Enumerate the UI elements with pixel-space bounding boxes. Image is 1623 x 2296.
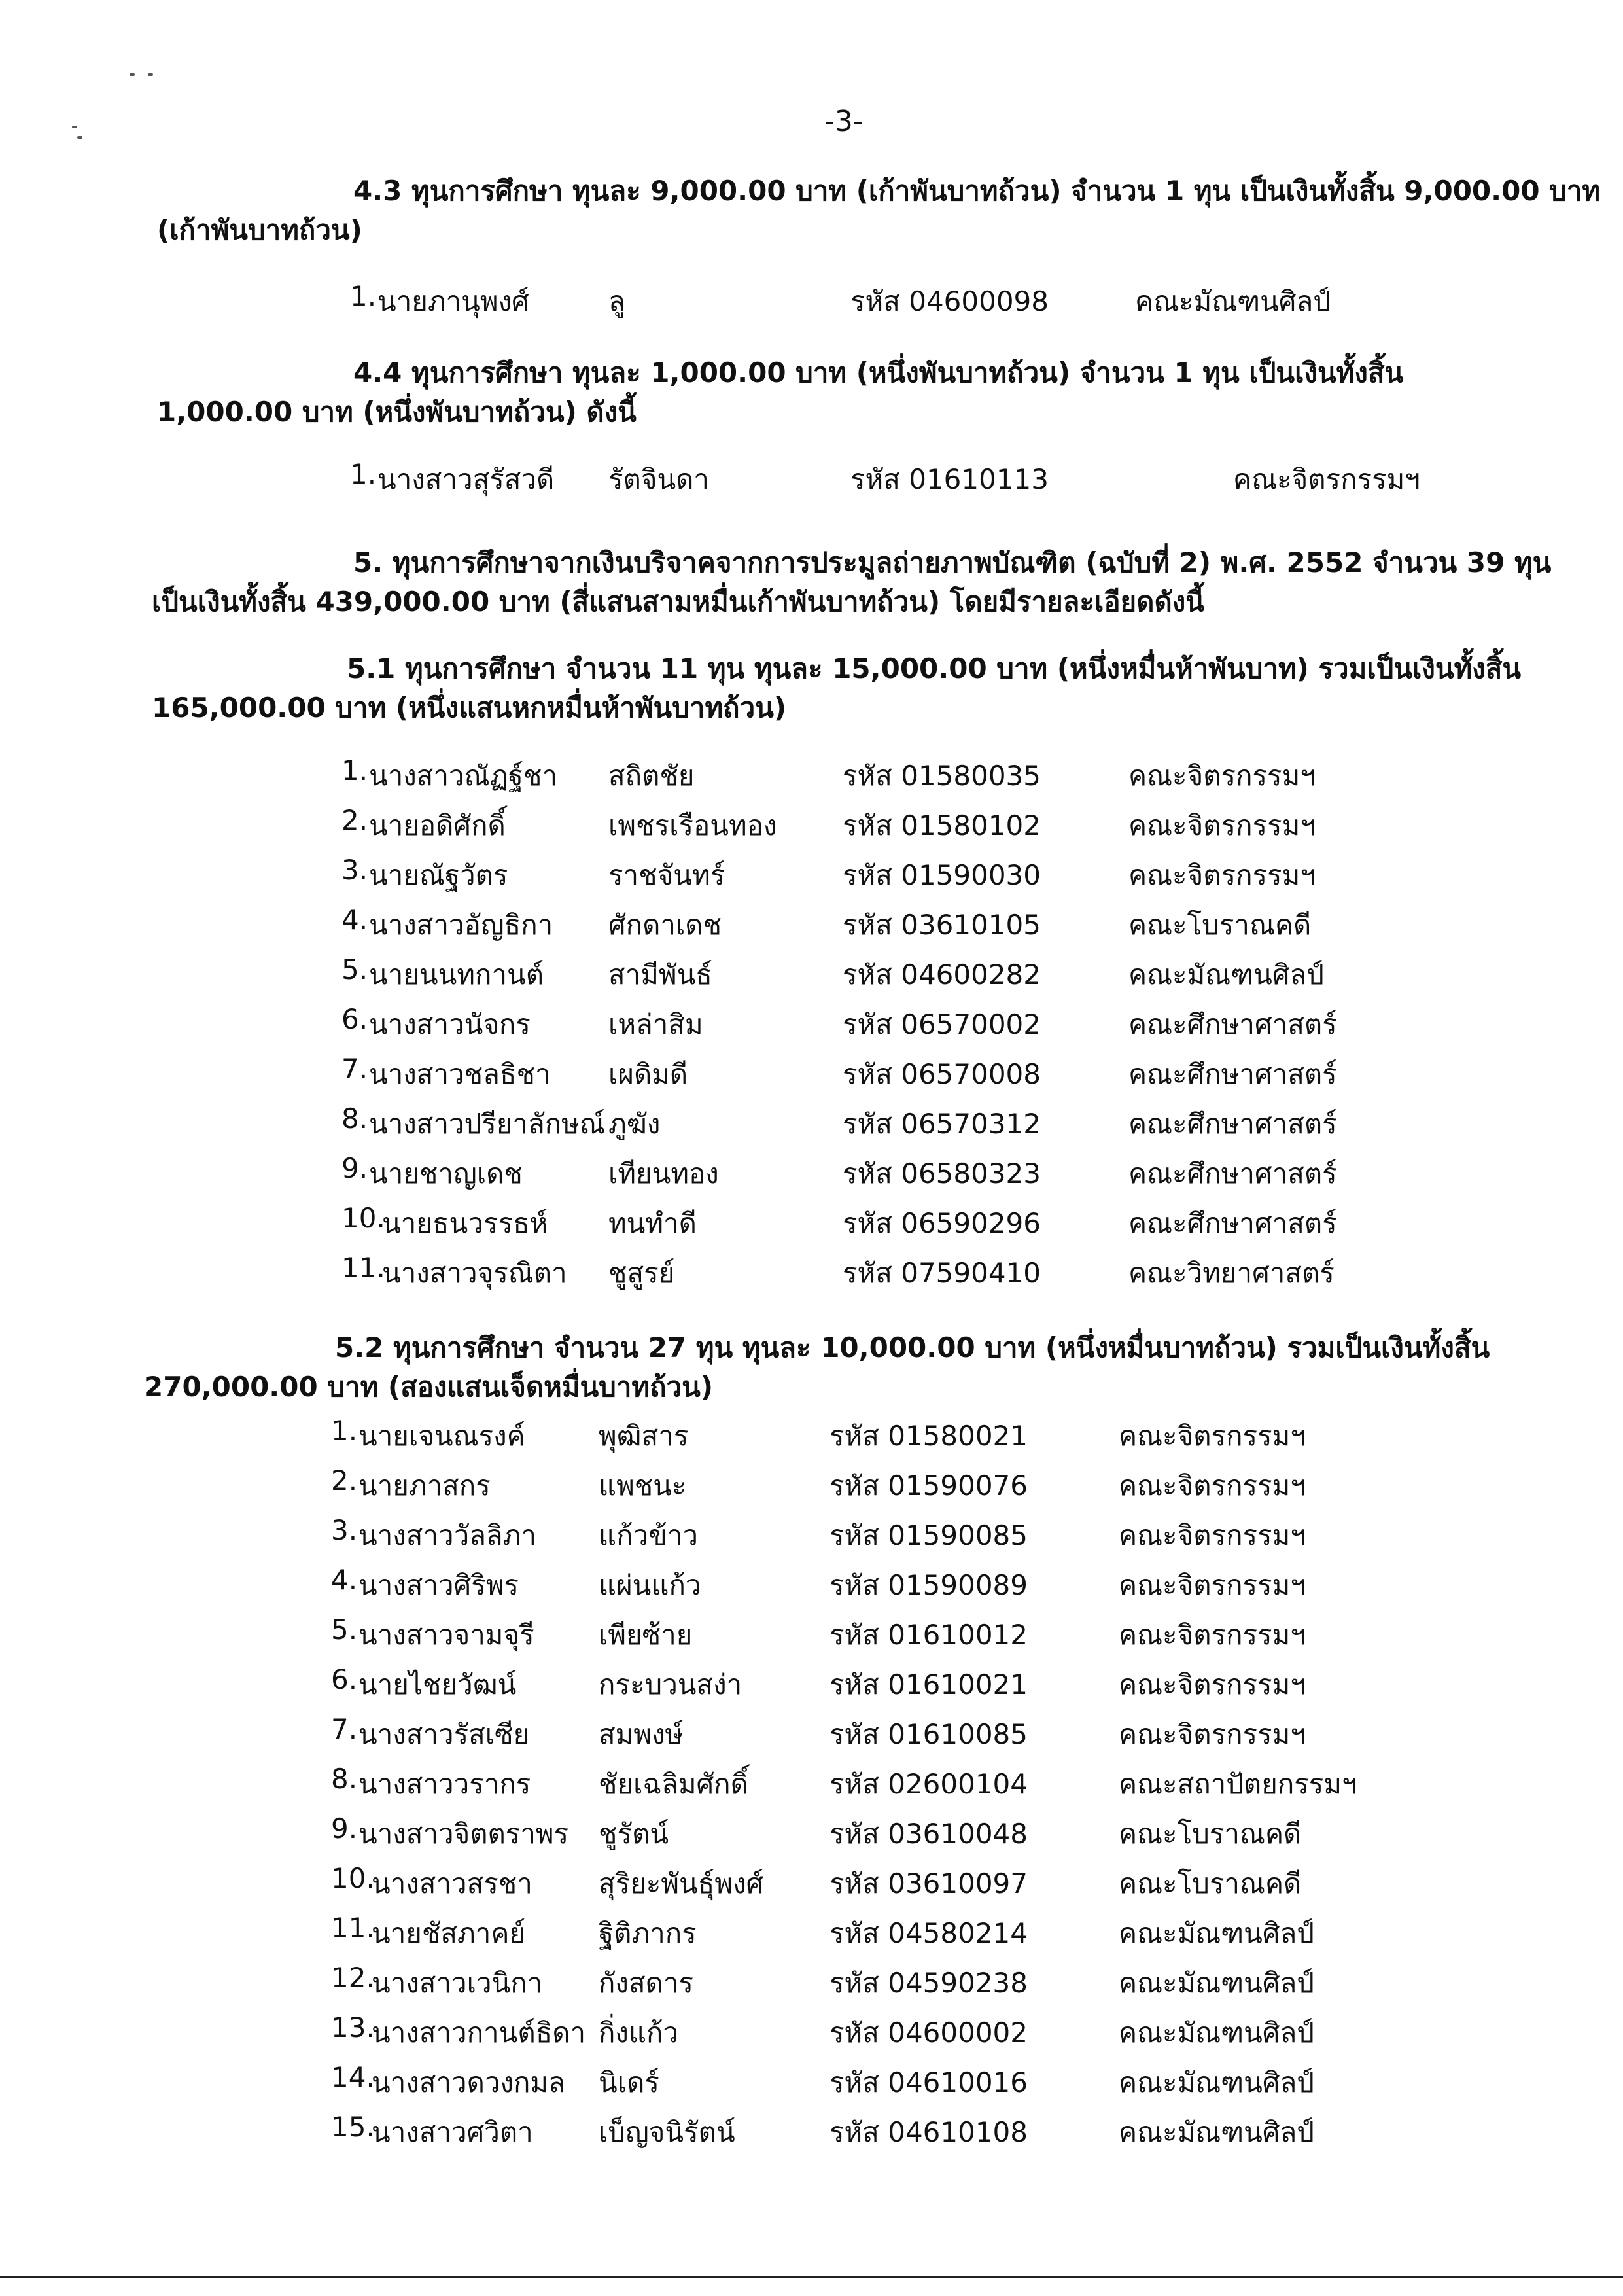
recipient-name: นางสาวสุรัสวดี: [377, 463, 555, 495]
recipient-surname: รัตจินดา: [608, 463, 710, 495]
list-item: [0, 1003, 1623, 1053]
list-item: [0, 1614, 1623, 1663]
list-item: [0, 854, 1623, 904]
recipient-name: นายเจนณรงค์: [358, 1420, 525, 1452]
recipient-code: รหัส 06570312: [843, 1108, 1041, 1140]
section-4-3-line2: (เก้าพันบาทถ้วน): [157, 214, 362, 246]
list-item: [0, 458, 1623, 508]
recipient-code: รหัส 06570008: [843, 1058, 1041, 1090]
recipient-faculty: คณะมัณฑนศิลป์: [1135, 285, 1331, 317]
list-item: [0, 1514, 1623, 1564]
page-bottom-rule: [0, 2276, 1623, 2278]
recipient-name: นางสาวกานต์ธิดา: [372, 2017, 586, 2049]
recipient-faculty: คณะจิตรกรรมฯ: [1119, 1718, 1306, 1750]
recipient-name: นางสาวศิริพร: [358, 1569, 519, 1601]
recipient-name: นายธนวรรธห์: [382, 1207, 548, 1239]
list-item: [0, 1763, 1623, 1812]
recipient-number: 3.: [331, 1514, 358, 1546]
recipient-surname: สุริยะพันธุ์พงศ์: [599, 1867, 764, 1899]
section-5-line2: เป็นเงินทั้งสิ้น 439,000.00 บาท (สี่แสนสามหมื่นเก้าพันบาทถ้วน) โดยมีรายละเอียดดังนี้: [152, 586, 1204, 618]
recipient-surname: แก้วข้าว: [599, 1519, 698, 1551]
recipient-code: รหัส 06580323: [843, 1157, 1041, 1190]
recipient-name: นางสาวนัจกร: [369, 1008, 531, 1040]
recipient-code: รหัส 07590410: [843, 1257, 1041, 1289]
recipient-code: รหัส 01580021: [829, 1420, 1028, 1452]
recipient-number: 5.: [341, 953, 368, 985]
recipient-number: 1.: [350, 458, 377, 490]
list-item: [0, 1713, 1623, 1763]
recipient-surname: สมพงษ์: [599, 1718, 684, 1750]
recipient-code: รหัส 03610105: [843, 909, 1041, 941]
recipient-name: นางสาววรากร: [358, 1768, 531, 1800]
recipient-faculty: คณะศึกษาศาสตร์: [1128, 1058, 1337, 1090]
recipient-code: รหัส 03610048: [829, 1818, 1028, 1850]
recipient-faculty: คณะจิตรกรรมฯ: [1233, 463, 1420, 495]
list-item: [0, 1415, 1623, 1464]
recipient-surname: ทนทำดี: [608, 1207, 697, 1239]
list-item: [0, 1053, 1623, 1103]
recipient-code: รหัส 04600002: [829, 2017, 1028, 2049]
recipient-surname: ราชจันทร์: [608, 859, 725, 891]
list-item: [0, 1663, 1623, 1713]
recipient-name: นายชาญเดช: [369, 1157, 523, 1190]
recipient-code: รหัส 01590089: [829, 1569, 1028, 1601]
recipient-number: 10.: [341, 1202, 385, 1234]
section-5-2-line1: 5.2 ทุนการศึกษา จำนวน 27 ทุน ทุนละ 10,000.00 บาท (หนึ่งหมื่นบาทถ้วน) รวมเป็นเงินทั้งสิ้น: [335, 1332, 1490, 1364]
list-item: [0, 804, 1623, 854]
recipient-surname: เพียซ้าย: [599, 1619, 693, 1651]
recipient-faculty: คณะจิตรกรรมฯ: [1119, 1669, 1306, 1701]
recipient-code: รหัส 01580035: [843, 760, 1041, 792]
recipient-name: นางสาวณัฏฐ์ชา: [369, 760, 558, 792]
recipient-name: นางสาวจิตตราพร: [358, 1818, 569, 1850]
recipient-number: 1.: [331, 1415, 358, 1447]
recipient-name: นางสาวปรียาลักษณ์: [369, 1108, 605, 1140]
recipient-faculty: คณะจิตรกรรมฯ: [1119, 1470, 1306, 1502]
recipient-name: นายณัฐวัตร: [369, 859, 508, 891]
recipient-code: รหัส 01590030: [843, 859, 1041, 891]
recipient-number: 10.: [331, 1862, 375, 1894]
recipient-surname: ภูฆัง: [608, 1108, 661, 1140]
recipient-surname: สามีพันธ์: [608, 959, 712, 991]
recipient-code: รหัส 04600282: [843, 959, 1041, 991]
recipient-faculty: คณะโบราณคดี: [1119, 1867, 1302, 1899]
list-item: [0, 904, 1623, 953]
recipient-name: นายชัสภาคย์: [372, 1917, 526, 1949]
recipient-surname: เผดิมดี: [608, 1058, 688, 1090]
recipient-code: รหัส 04610108: [829, 2116, 1028, 2148]
list-item: [0, 1464, 1623, 1514]
recipient-faculty: คณะมัณฑนศิลป์: [1119, 1967, 1314, 1999]
recipient-name: นางสาวชลธิชา: [369, 1058, 551, 1090]
list-item: [0, 1564, 1623, 1614]
recipient-name: นางสาวรัสเซีย: [358, 1718, 530, 1750]
recipient-code: รหัส 02600104: [829, 1768, 1028, 1800]
recipient-surname: ชัยเฉลิมศักดิ์: [599, 1768, 748, 1800]
recipient-surname: พุฒิสาร: [599, 1420, 689, 1452]
recipient-faculty: คณะศึกษาศาสตร์: [1128, 1157, 1337, 1190]
recipient-number: 11.: [341, 1252, 385, 1284]
recipient-name: นายอดิศักดิ์: [369, 809, 506, 841]
recipient-name: นางสาวอัญธิกา: [369, 909, 553, 941]
section-5-2-line2: 270,000.00 บาท (สองแสนเจ็ดหมื่นบาทถ้วน): [144, 1371, 714, 1403]
recipient-name: นางสาวศวิตา: [372, 2116, 533, 2148]
recipient-faculty: คณะจิตรกรรมฯ: [1128, 859, 1316, 891]
list-item: [0, 280, 1623, 330]
list-item: [0, 2061, 1623, 2111]
recipient-surname: ชูรัตน์: [599, 1818, 669, 1850]
recipient-number: 4.: [341, 904, 368, 936]
recipient-surname: กระบวนสง่า: [599, 1669, 742, 1701]
recipient-code: รหัส 04590238: [829, 1967, 1028, 1999]
recipient-name: นายภาสกร: [358, 1470, 491, 1502]
recipient-name: นายภานุพงศ์: [377, 285, 529, 317]
list-item: [0, 1862, 1623, 1912]
recipient-number: 7.: [341, 1053, 368, 1085]
recipient-faculty: คณะโบราณคดี: [1128, 909, 1312, 941]
list-item: [0, 1103, 1623, 1152]
section-5-line1: 5. ทุนการศึกษาจากเงินบริจาคจากการประมูลถ่ายภาพบัณฑิต (ฉบับที่ 2) พ.ศ. 2552 จำนวน 39 ทุน: [353, 546, 1552, 578]
recipient-code: รหัส 04580214: [829, 1917, 1028, 1949]
recipient-faculty: คณะโบราณคดี: [1119, 1818, 1302, 1850]
recipient-name: นางสาววัลลิภา: [358, 1519, 536, 1551]
recipient-faculty: คณะจิตรกรรมฯ: [1128, 809, 1316, 841]
recipient-number: 2.: [331, 1464, 358, 1496]
section-4-4-line2: 1,000.00 บาท (หนึ่งพันบาทถ้วน) ดังนี้: [157, 396, 637, 428]
recipient-name: นางสาวจามจุรี: [358, 1619, 534, 1651]
scan-mark: [72, 126, 77, 128]
recipient-name: นางสาวดวงกมล: [372, 2066, 565, 2098]
list-item: [0, 1202, 1623, 1252]
recipient-faculty: คณะมัณฑนศิลป์: [1119, 2017, 1314, 2049]
recipient-code: รหัส 01610012: [829, 1619, 1028, 1651]
recipient-code: รหัส 06570002: [843, 1008, 1041, 1040]
scan-mark: [130, 73, 135, 76]
list-item: [0, 1152, 1623, 1202]
recipient-number: 1.: [341, 754, 368, 786]
recipient-faculty: คณะมัณฑนศิลป์: [1128, 959, 1324, 991]
section-4-4-line1: 4.4 ทุนการศึกษา ทุนละ 1,000.00 บาท (หนึ่งพันบาทถ้วน) จำนวน 1 ทุน เป็นเงินทั้งสิ้น: [353, 357, 1404, 389]
list-item: [0, 2111, 1623, 2161]
recipient-faculty: คณะวิทยาศาสตร์: [1128, 1257, 1335, 1289]
recipient-number: 14.: [331, 2061, 375, 2093]
recipient-number: 9.: [341, 1152, 368, 1184]
list-item: [0, 1962, 1623, 2011]
recipient-number: 9.: [331, 1812, 358, 1845]
recipient-name: นางสาวเวนิกา: [372, 1967, 543, 1999]
recipient-code: รหัส 04600098: [850, 285, 1049, 317]
recipient-faculty: คณะจิตรกรรมฯ: [1119, 1420, 1306, 1452]
recipient-name: นางสาวจุรณิตา: [382, 1257, 567, 1289]
recipient-code: รหัส 01590076: [829, 1470, 1028, 1502]
recipient-surname: แพชนะ: [599, 1470, 687, 1502]
recipient-faculty: คณะศึกษาศาสตร์: [1128, 1108, 1337, 1140]
recipient-number: 8.: [331, 1763, 358, 1795]
recipient-faculty: คณะจิตรกรรมฯ: [1119, 1569, 1306, 1601]
recipient-surname: ชูสูรย์: [608, 1257, 675, 1289]
recipient-code: รหัส 03610097: [829, 1867, 1028, 1899]
recipient-faculty: คณะจิตรกรรมฯ: [1119, 1619, 1306, 1651]
list-item: [0, 953, 1623, 1003]
recipient-faculty: คณะมัณฑนศิลป์: [1119, 2066, 1314, 2098]
recipient-surname: ศักดาเดช: [608, 909, 722, 941]
recipient-number: 6.: [331, 1663, 358, 1695]
recipient-name: นางสาวสรชา: [372, 1867, 532, 1899]
recipient-name: นายไชยวัฒน์: [358, 1669, 517, 1701]
recipient-number: 12.: [331, 1962, 375, 1994]
recipient-number: 15.: [331, 2111, 375, 2143]
recipient-surname: ฐิติภากร: [599, 1917, 697, 1949]
section-5-1-line1: 5.1 ทุนการศึกษา จำนวน 11 ทุน ทุนละ 15,000.00 บาท (หนึ่งหมื่นห้าพันบาท) รวมเป็นเงินทั้งสิ้น: [347, 652, 1522, 684]
recipient-surname: เทียนทอง: [608, 1157, 719, 1190]
recipient-surname: แผ่นแก้ว: [599, 1569, 701, 1601]
recipient-surname: กังสดาร: [599, 1967, 693, 1999]
recipient-faculty: คณะจิตรกรรมฯ: [1119, 1519, 1306, 1551]
page-number: -3-: [824, 105, 864, 138]
list-item: [0, 1912, 1623, 1962]
scan-mark: [77, 136, 82, 139]
recipient-code: รหัส 01580102: [843, 809, 1041, 841]
recipient-code: รหัส 01610085: [829, 1718, 1028, 1750]
recipient-faculty: คณะจิตรกรรมฯ: [1128, 760, 1316, 792]
recipient-surname: เหล่าสิม: [608, 1008, 703, 1040]
recipient-number: 11.: [331, 1912, 375, 1944]
recipient-name: นายนนทกานต์: [369, 959, 544, 991]
recipient-number: 13.: [331, 2011, 375, 2043]
recipient-number: 4.: [331, 1564, 358, 1596]
list-item: [0, 1252, 1623, 1301]
scan-mark: [148, 73, 153, 76]
recipient-surname: เบ็ญจนิรัตน์: [599, 2116, 735, 2148]
recipient-code: รหัส 01610021: [829, 1669, 1028, 1701]
recipient-faculty: คณะศึกษาศาสตร์: [1128, 1207, 1337, 1239]
recipient-surname: กิ่งแก้ว: [599, 2017, 679, 2049]
section-5-1-line2: 165,000.00 บาท (หนึ่งแสนหกหมื่นห้าพันบาทถ้วน): [152, 692, 787, 724]
recipient-number: 6.: [341, 1003, 368, 1035]
recipient-number: 7.: [331, 1713, 358, 1745]
list-item: [0, 2011, 1623, 2061]
recipient-code: รหัส 06590296: [843, 1207, 1041, 1239]
recipient-faculty: คณะมัณฑนศิลป์: [1119, 2116, 1314, 2148]
recipient-surname: นิเดร์: [599, 2066, 659, 2098]
list-item: [0, 1812, 1623, 1862]
recipient-number: 5.: [331, 1614, 358, 1646]
recipient-faculty: คณะศึกษาศาสตร์: [1128, 1008, 1337, 1040]
recipient-code: รหัส 01610113: [850, 463, 1049, 495]
recipient-faculty: คณะสถาปัตยกรรมฯ: [1119, 1768, 1357, 1800]
recipient-number: 2.: [341, 804, 368, 836]
recipient-code: รหัส 04610016: [829, 2066, 1028, 2098]
recipient-surname: สถิตชัย: [608, 760, 695, 792]
list-item: [0, 754, 1623, 804]
recipient-number: 3.: [341, 854, 368, 886]
recipient-surname: เพชรเรือนทอง: [608, 809, 777, 841]
section-4-3-line1: 4.3 ทุนการศึกษา ทุนละ 9,000.00 บาท (เก้าพันบาทถ้วน) จำนวน 1 ทุน เป็นเงินทั้งสิ้น 9,000.00 บาท: [353, 175, 1601, 207]
recipient-faculty: คณะมัณฑนศิลป์: [1119, 1917, 1314, 1949]
recipient-number: 8.: [341, 1103, 368, 1135]
recipient-code: รหัส 01590085: [829, 1519, 1028, 1551]
recipient-surname: ลู: [608, 285, 625, 317]
recipient-number: 1.: [350, 280, 377, 312]
